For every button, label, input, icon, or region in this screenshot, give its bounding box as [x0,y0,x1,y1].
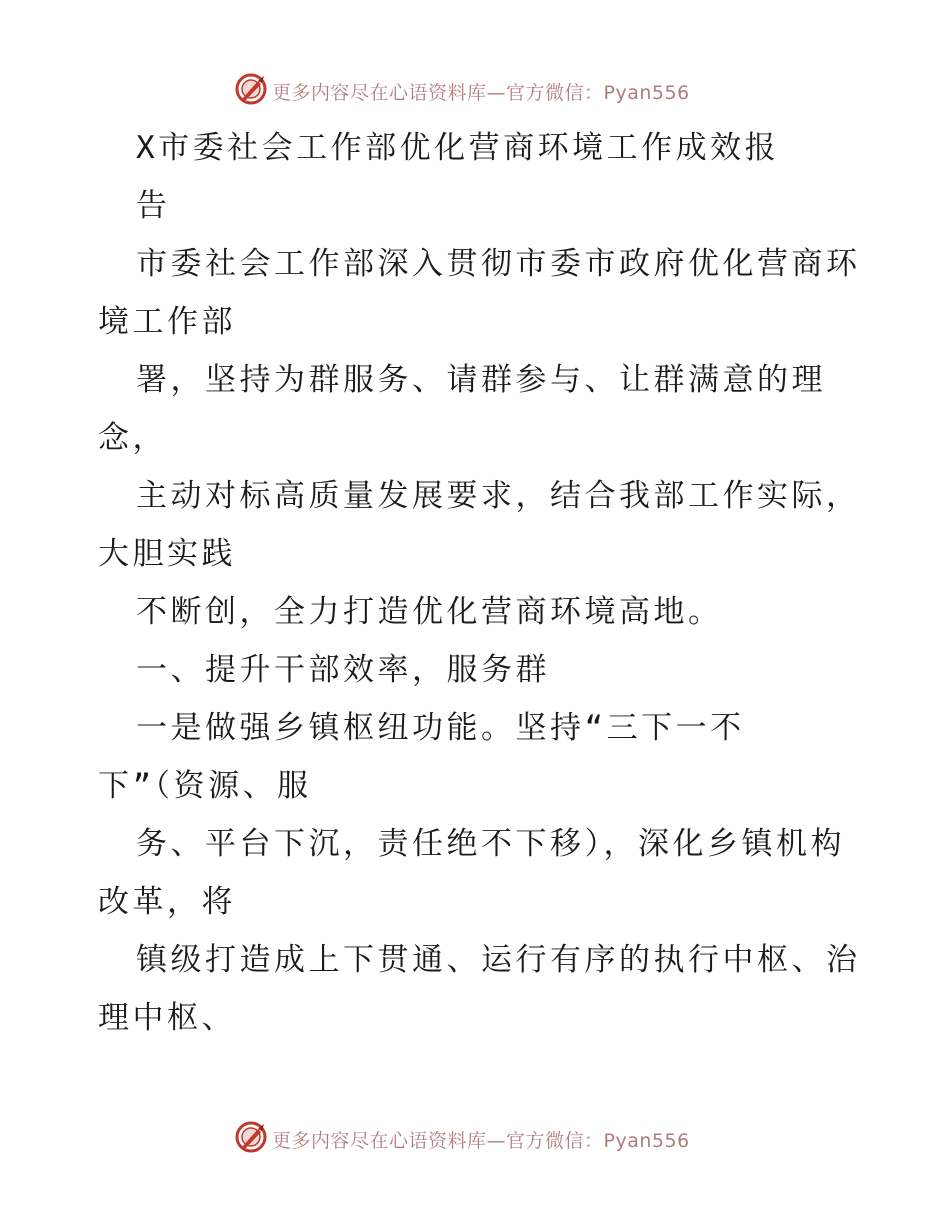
paragraph-line: 市委社会工作部深入贯彻市委市政府优化营商环 [136,246,861,282]
paragraph-line: 署，坚持为群服务、请群参与、让群满意的理 [136,362,826,398]
paragraph-line: 念， [98,420,167,456]
paragraph-line: 理中枢、 [98,1000,236,1036]
paragraph-line: 镇级打造成上下贯通、运行有序的执行中枢、治 [136,942,861,978]
paragraph-line: 务、平台下沉，责任绝不下移），深化乡镇机构 [136,826,845,862]
paragraph-line: 改革，将 [98,884,236,920]
header-watermark-banner [0,70,950,110]
paragraph-line: 不断创，全力打造优化营商环境高地。 [136,594,723,630]
paragraph-line: 下”（资源、服 [98,768,312,804]
document-title-line-1: X市委社会工作部优化营商环境工作成效报 [136,130,780,166]
header-watermark-text: 更多内容尽在心语资料库—官方微信：Pyan556 [272,82,690,104]
paragraph-line: 一是做强乡镇枢纽功能。坚持“三下一不 [136,710,745,746]
quill-pen-circle-logo-icon [234,72,268,106]
quill-pen-circle-logo-icon [234,1120,268,1154]
paragraph-line: 大胆实践 [98,536,236,572]
footer-watermark-text: 更多内容尽在心语资料库—官方微信：Pyan556 [272,1130,690,1152]
paragraph-line: 境工作部 [98,304,236,340]
paragraph-line: 主动对标高质量发展要求，结合我部工作实际， [136,478,861,514]
footer-watermark-banner [0,1118,950,1158]
document-title-line-2: 告 [136,188,171,224]
section-heading: 一、提升干部效率，服务群 [136,652,550,688]
